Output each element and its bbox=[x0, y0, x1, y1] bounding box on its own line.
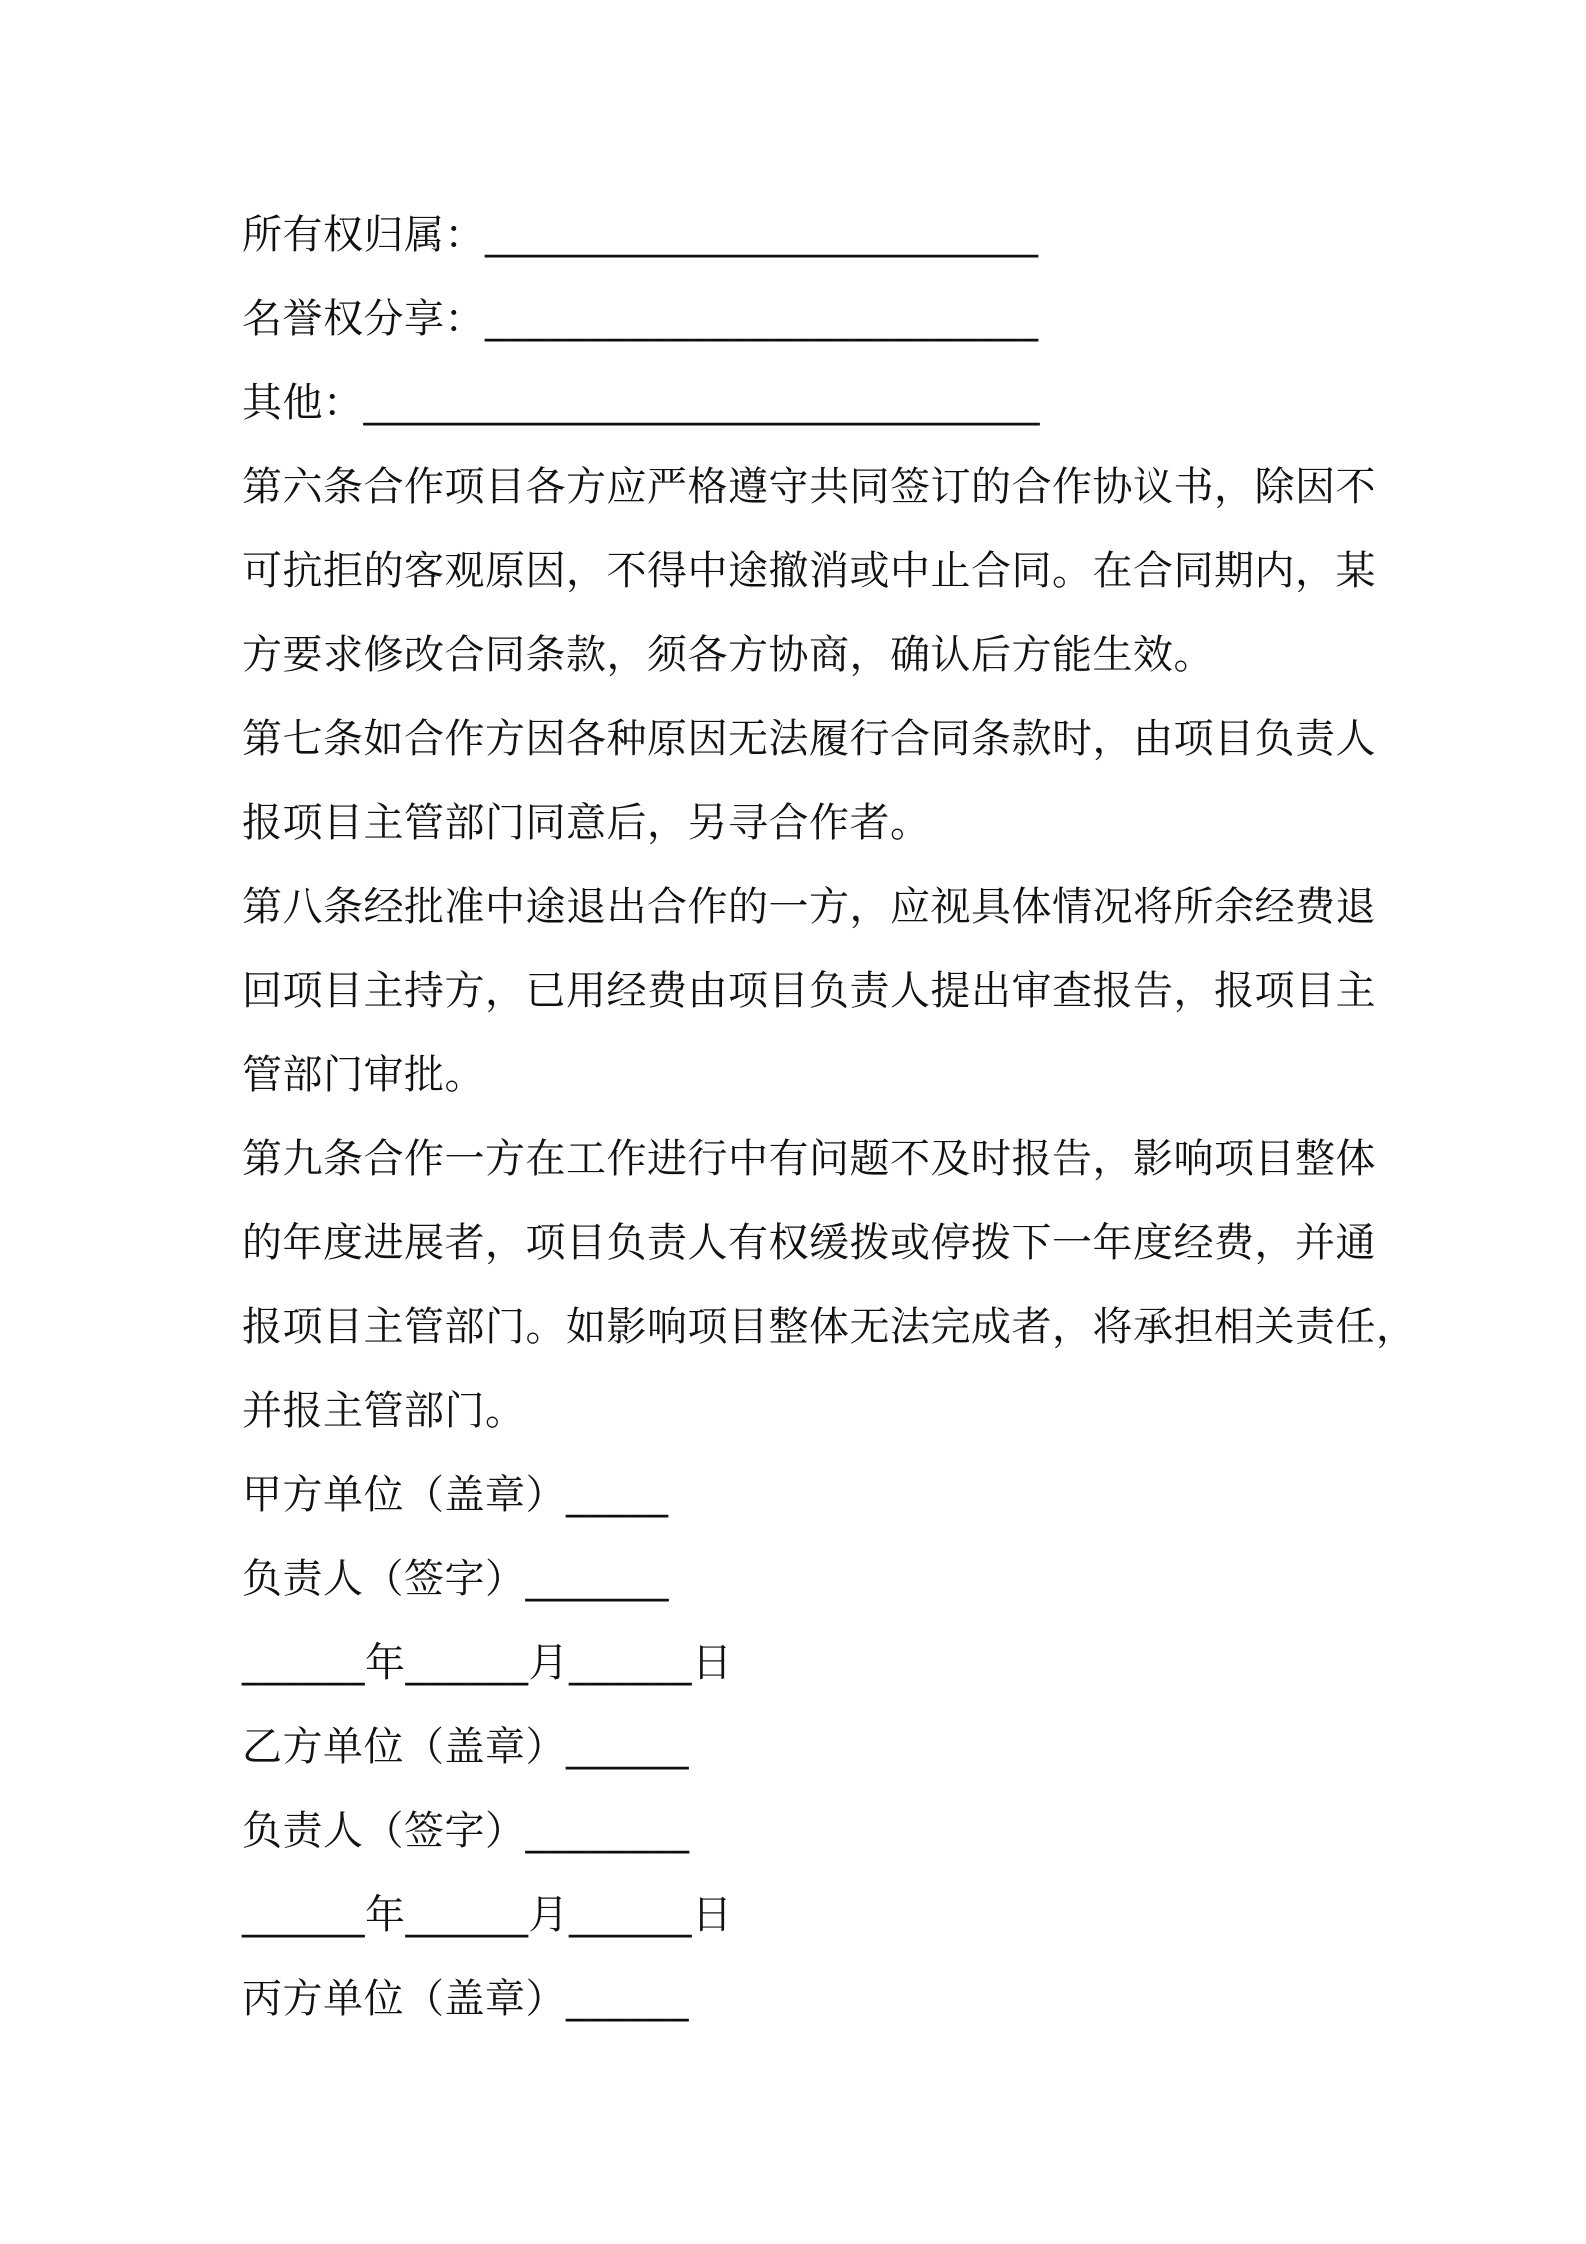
article-7-line: 报项目主管部门同意后，另寻合作者。 bbox=[242, 800, 931, 846]
article-8-line: 管部门审批。 bbox=[242, 1052, 485, 1098]
party-b-date: ______年______月______日 bbox=[242, 1892, 733, 1938]
article-9-line: 并报主管部门。 bbox=[242, 1388, 526, 1434]
reputation-field: 名誉权分享：___________________________ bbox=[242, 296, 1039, 342]
article-9-line: 报项目主管部门。如影响项目整体无法完成者，将承担相关责任， bbox=[242, 1304, 1417, 1350]
party-b-unit-seal: 乙方单位（盖章）______ bbox=[242, 1724, 689, 1770]
document-body bbox=[242, 193, 1417, 2041]
party-a-unit-seal: 甲方单位（盖章）_____ bbox=[242, 1472, 669, 1518]
article-6 bbox=[242, 445, 1376, 697]
party-c-unit-seal: 丙方单位（盖章）______ bbox=[242, 1976, 689, 2022]
article-8 bbox=[242, 865, 1376, 1117]
article-7-line: 第七条如合作方因各种原因无法履行合同条款时，由项目负责人 bbox=[242, 716, 1376, 762]
party-a-signatory: 负责人（签字）_______ bbox=[242, 1556, 669, 1602]
article-9 bbox=[242, 1117, 1417, 1453]
article-8-line: 回项目主持方，已用经费由项目负责人提出审查报告，报项目主 bbox=[242, 968, 1376, 1014]
article-9-line: 的年度进展者，项目负责人有权缓拨或停拨下一年度经费，并通 bbox=[242, 1220, 1376, 1266]
article-8-line: 第八条经批准中途退出合作的一方，应视具体情况将所余经费退 bbox=[242, 884, 1376, 930]
other-field: 其他：_________________________________ bbox=[242, 380, 1040, 426]
article-6-line: 可抗拒的客观原因，不得中途撤消或中止合同。在合同期内，某 bbox=[242, 548, 1376, 594]
article-7 bbox=[242, 697, 1376, 865]
ownership-field: 所有权归属：___________________________ bbox=[242, 212, 1039, 258]
article-9-line: 第九条合作一方在工作进行中有问题不及时报告，影响项目整体 bbox=[242, 1136, 1376, 1182]
party-a-date: ______年______月______日 bbox=[242, 1640, 733, 1686]
article-6-line: 第六条合作项目各方应严格遵守共同签订的合作协议书，除因不 bbox=[242, 464, 1376, 510]
article-6-line: 方要求修改合同条款，须各方协商，确认后方能生效。 bbox=[242, 632, 1214, 678]
party-b-signatory: 负责人（签字）________ bbox=[242, 1808, 690, 1854]
